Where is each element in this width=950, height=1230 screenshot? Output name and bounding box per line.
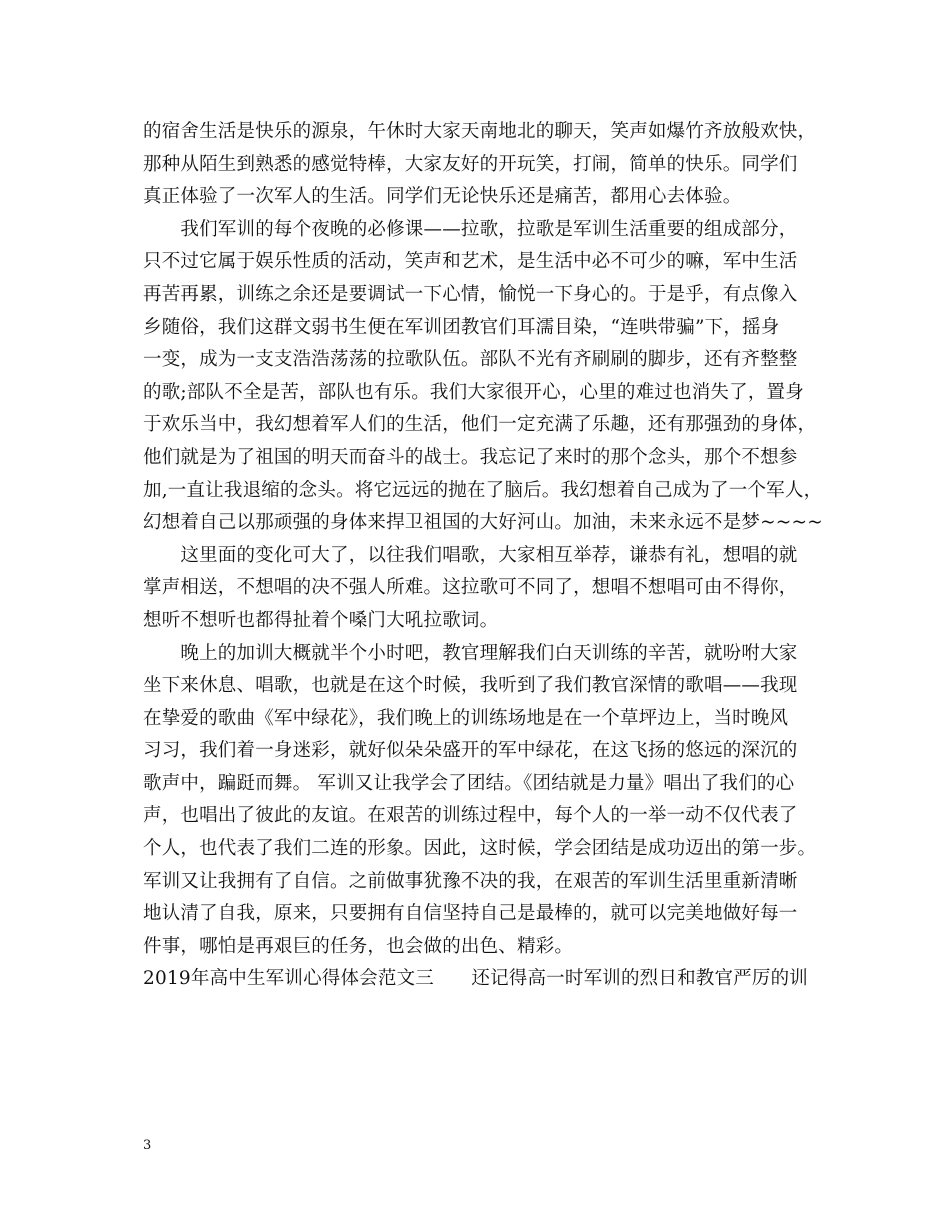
text-line: 我们军训的每个夜晚的必修课——拉歌，拉歌是军训生活重要的组成部分， [143, 218, 798, 240]
text-line: 掌声相送，不想唱的决不强人所难。这拉歌可不同了，想唱不想唱可由不得你， [143, 577, 798, 599]
text-line: 再苦再累，训练之余还是要调试一下心情，愉悦一下身心的。于是乎，有点像入 [143, 283, 798, 305]
text-line: 只不过它属于娱乐性质的活动，笑声和艺术，是生活中必不可少的嘛，军中生活 [143, 251, 798, 273]
text-line: 加,一直让我退缩的念头。将它远远的抛在了脑后。我幻想着自己成为了一个军人， [143, 479, 823, 501]
text-line: 个人，也代表了我们二连的形象。因此，这时候，学会团结是成功迈出的第一步。 [143, 838, 817, 860]
text-line: 这里面的变化可大了，以往我们唱歌，大家相互举荐，谦恭有礼，想唱的就 [143, 544, 798, 566]
text-line: 真正体验了一次军人的生活。同学们无论快乐还是痛苦，都用心去体验。 [143, 186, 742, 208]
page-number: 3 [143, 1138, 152, 1153]
text-line: 歌声中，蹁跹而舞。 军训又让我学会了团结。《团结就是力量》唱出了我们的心 [143, 772, 795, 794]
text-line: 幻想着自己以那顽强的身体来捍卫祖国的大好河山。加油，未来永远不是梦~~~~ [143, 512, 823, 534]
text-line: 军训又让我拥有了自信。之前做事犹豫不决的我，在艰苦的军训生活里重新清晰 [143, 870, 798, 892]
text-line: 地认清了自我，原来，只要拥有自信坚持自己是最棒的，就可以完美地做好每一 [143, 903, 798, 925]
text-line: 乡随俗，我们这群文弱书生便在军训团教官们耳濡目染，“连哄带骗”下，摇身 [143, 316, 780, 338]
text-line: 坐下来休息、唱歌，也就是在这个时候，我听到了我们教官深情的歌唱——我现 [143, 675, 798, 697]
text-line: 习习，我们着一身迷彩，就好似朵朵盛开的军中绿花，在这飞扬的悠远的深沉的 [143, 740, 798, 762]
text-line: 那种从陌生到熟悉的感觉特棒，大家友好的开玩笑，打闹，简单的快乐。同学们 [143, 153, 798, 175]
text-line: 件事，哪怕是再艰巨的任务，也会做的出色、精彩。 [143, 935, 574, 957]
body-text [143, 116, 823, 996]
text-line: 想听不想听也都得扯着个嗓门大吼拉歌词。 [143, 609, 499, 631]
text-line: 的宿舍生活是快乐的源泉，午休时大家天南地北的聊天，笑声如爆竹齐放般欢快， [143, 121, 817, 142]
text-line: 在挚爱的歌曲《军中绿花》，我们晚上的训练场地是在一个草坪边上，当时晚风 [143, 707, 789, 729]
text-line: 声，也唱出了彼此的友谊。在艰苦的训练过程中，每个人的一举一动不仅代表了 [143, 805, 798, 827]
text-line: 他们就是为了祖国的明天而奋斗的战士。我忘记了来时的那个念头，那个不想参 [143, 446, 798, 468]
text-line: 晚上的加训大概就半个小时吧，教官理解我们白天训练的辛苦，就吩咐大家 [143, 642, 798, 664]
text-line: 一变，成为一支支浩浩荡荡的拉歌队伍。部队不光有齐刷刷的脚步，还有齐整整 [143, 349, 798, 371]
text-line: 的歌;部队不全是苦，部队也有乐。我们大家很开心，心里的难过也消失了，置身 [143, 381, 804, 403]
text-line: 于欢乐当中，我幻想着军人们的生活，他们一定充满了乐趣，还有那强劲的身体， [143, 414, 817, 436]
text-line: 2019年高中生军训心得体会范文三 还记得高一时军训的烈日和教官严厉的训 [143, 968, 808, 990]
